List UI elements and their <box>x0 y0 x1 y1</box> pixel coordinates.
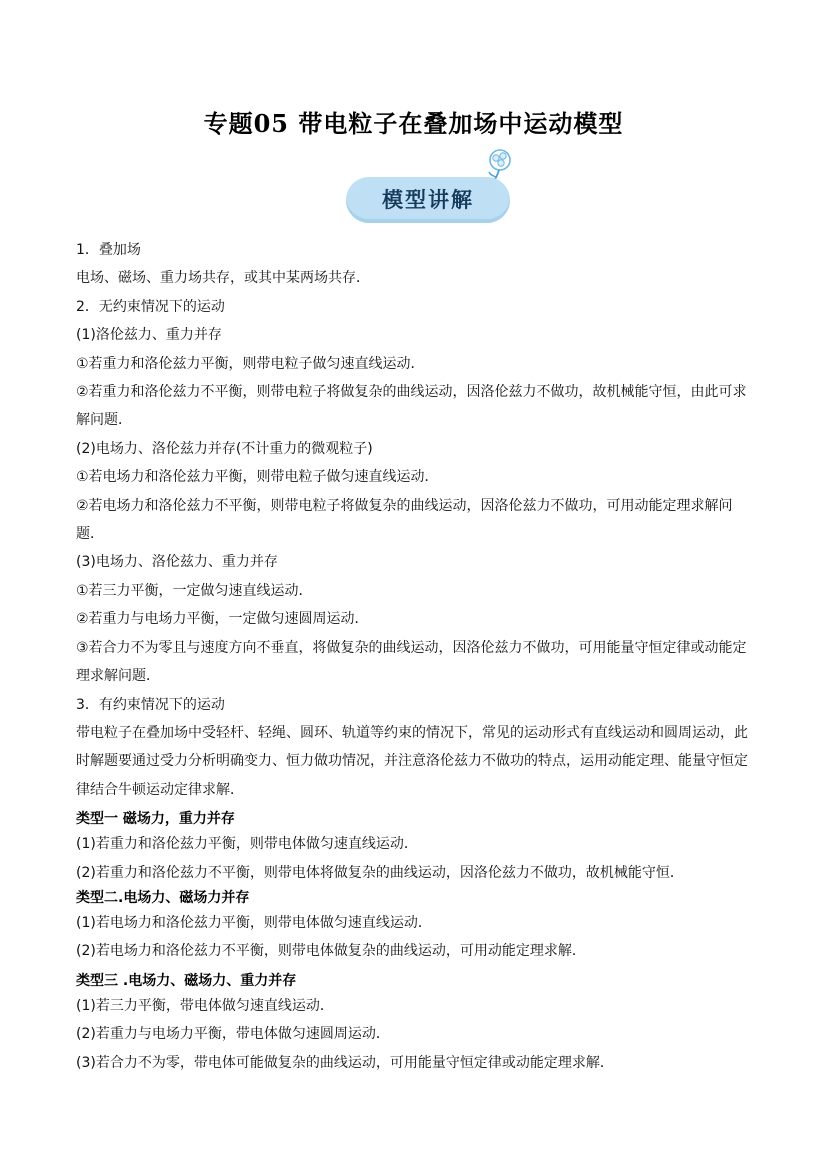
section-2-sub1-item2: ②若重力和洛伦兹力不平衡，则带电粒子将做复杂的曲线运动，因洛伦兹力不做功，故机械能守恒，由此可求解问题． <box>76 384 747 429</box>
section-3-body: 带电粒子在叠加场中受轻杆、轻绳、圆环、轨道等约束的情况下，常见的运动形式有直线运动和圆周运动，此时解题要通过受力分析明确变力、恒力做功情况，并注意洛伦兹力不做功的特点，运用动能定理、能量守恒定律结合牛顿运动定律求解． <box>76 724 748 798</box>
type-1-heading: 类型一 磁场力，重力并存 <box>76 811 235 828</box>
section-banner <box>346 177 510 223</box>
section-2-sub2-title: (2)电场力、洛伦兹力并存(不计重力的微观粒子) <box>76 440 373 457</box>
type-2-heading: 类型二.电场力、磁场力并存 <box>76 889 250 906</box>
section-1-heading: 1．叠加场 <box>76 242 141 258</box>
type-3-item2: (2)若重力与电场力平衡，带电体做匀速圆周运动． <box>76 1026 390 1043</box>
section-2-sub2-item2: ②若电场力和洛伦兹力不平衡，则带电粒子将做复杂的曲线运动，因洛伦兹力不做功，可用动能定理求解问题． <box>76 497 733 543</box>
section-2-sub1-title: (1)洛伦兹力、重力并存 <box>76 327 222 344</box>
section-2-sub3-item3: ③若合力不为零且与速度方向不垂直，将做复杂的曲线运动，因洛伦兹力不做功，可用能量守恒定律或动能定理求解问题． <box>76 639 747 685</box>
type-3-item1: (1)若三力平衡，带电体做匀速直线运动． <box>76 997 334 1014</box>
page-title: 专题05 带电粒子在叠加场中运动模型 <box>203 109 624 138</box>
section-2-sub3-title: (3)电场力、洛伦兹力、重力并存 <box>76 554 278 571</box>
section-2-sub3-item2: ②若重力与电场力平衡，一定做匀速圆周运动． <box>76 611 369 628</box>
section-2-sub2-item1: ①若电场力和洛伦兹力平衡，则带电粒子做匀速直线运动． <box>76 469 439 486</box>
type-2-item2: (2)若电场力和洛伦兹力不平衡，则带电体做复杂的曲线运动，可用动能定理求解． <box>76 943 586 960</box>
type-2-item1: (1)若电场力和洛伦兹力平衡，则带电体做匀速直线运动． <box>76 914 432 931</box>
section-2-sub1-item1: ①若重力和洛伦兹力平衡，则带电粒子做匀速直线运动． <box>76 355 425 372</box>
section-2-sub3-item1: ①若三力平衡，一定做匀速直线运动． <box>76 582 313 599</box>
document-body <box>76 236 756 1077</box>
section-2-heading: 2．无约束情况下的运动 <box>76 298 225 315</box>
type-1-item2: (2)若重力和洛伦兹力不平衡，则带电体将做复杂的曲线运动，因洛伦兹力不做功，故机械能守恒． <box>76 864 684 881</box>
type-3-item3: (3)若合力不为零，带电体可能做复杂的曲线运动，可用能量守恒定律或动能定理求解． <box>76 1054 614 1071</box>
type-1-item1: (1)若重力和洛伦兹力平衡，则带电体做匀速直线运动． <box>76 836 418 853</box>
banner-label: 模型讲解 <box>382 188 474 212</box>
section-1-body: 电场、磁场、重力场共存，或其中某两场共存． <box>76 270 370 287</box>
section-3-heading: 3．有约束情况下的运动 <box>76 696 225 713</box>
type-3-heading: 类型三 .电场力、磁场力、重力并存 <box>76 972 297 989</box>
